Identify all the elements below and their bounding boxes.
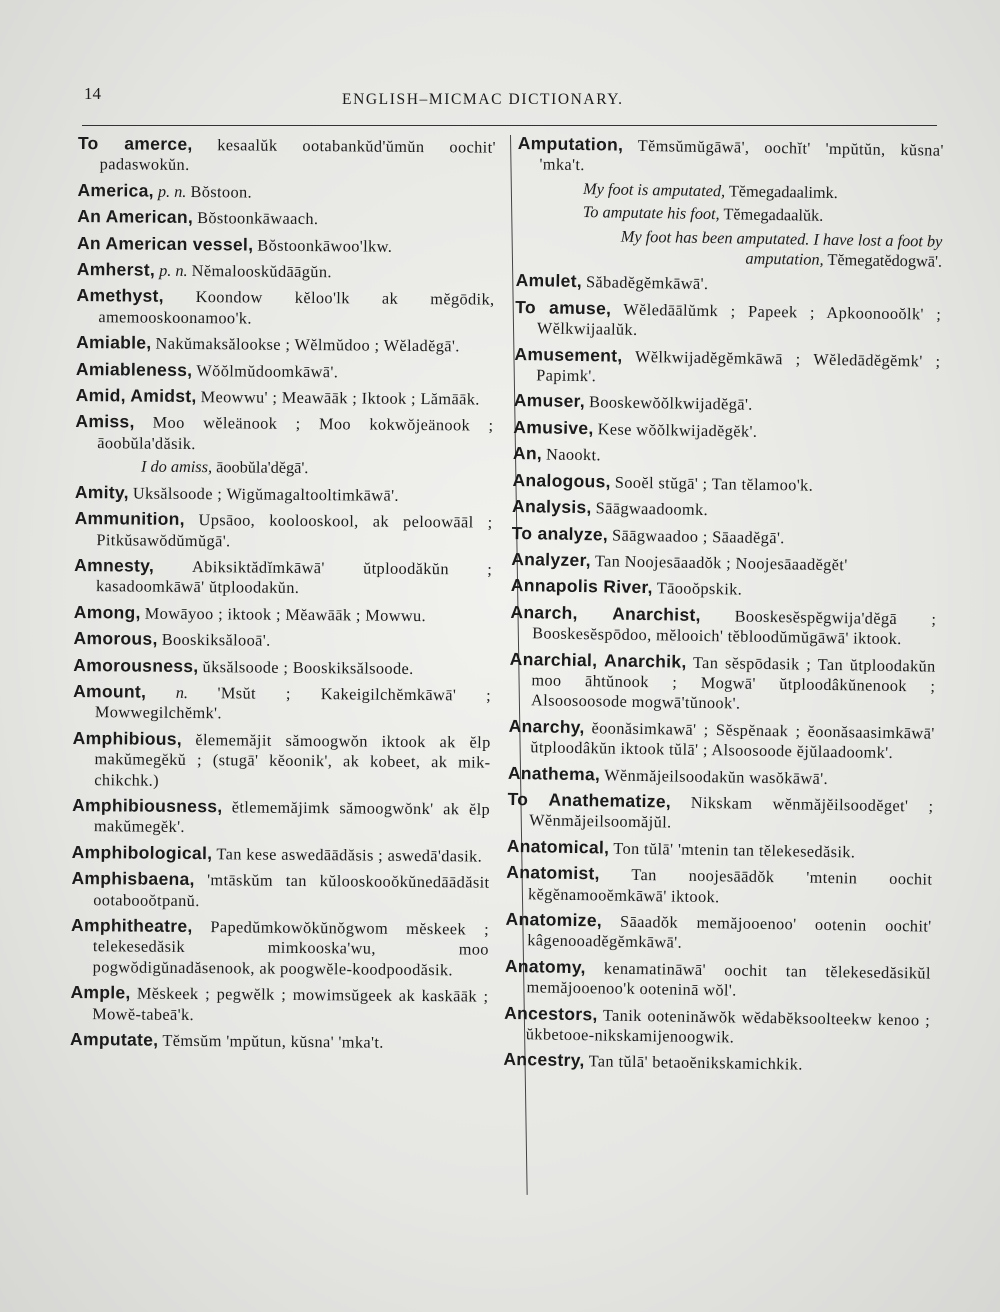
entry-definition: Naookt. [545, 444, 602, 465]
entry-definition: Meowwu' ; Meawāāk ; Iktook ; Lămāāk. [200, 387, 480, 409]
dictionary-entry [515, 297, 942, 345]
entry-definition: Wŏŏlmŭdoomkāwā'. [196, 360, 339, 381]
entry-abbreviation: p. n. [159, 260, 188, 280]
dictionary-entry [514, 390, 940, 418]
entry-definition: Săbadĕgĕmkāwā'. [585, 272, 709, 294]
dictionary-entry [77, 233, 495, 258]
dictionary-entry [511, 549, 937, 577]
entry-headword: Amphisbaena, [71, 868, 195, 890]
right-column [503, 133, 944, 1082]
dictionary-entry [76, 285, 494, 330]
usage-example [517, 178, 943, 205]
entry-headword: Anarchial, Anarchik, [509, 648, 687, 672]
entry-headword: Amusive, [513, 416, 594, 439]
entry-headword: America, [77, 179, 154, 201]
example-english: My foot has been amputated. I have lost a foot by amputation, [620, 226, 943, 269]
entry-definition: Wĕledāālŭmk ; Papeek ; Apkoonooŏlk' ; Wĕlkwijaalŭk. [536, 299, 942, 340]
header-rule [82, 125, 937, 126]
dictionary-entry [507, 836, 933, 864]
entry-headword: Amity, [74, 481, 129, 503]
entry-definition: Tan kese aswedāādăsis ; aswedā'dasik. [216, 844, 483, 866]
dictionary-entry [509, 648, 936, 717]
entry-definition: Tan noojesāādŏk 'mtenin oochit kĕgĕnamooĕmkāwā' iktook. [527, 865, 933, 906]
entry-definition: Tan tŭlā' betaoĕnikskamichkik. [588, 1051, 803, 1075]
dictionary-entry [512, 522, 938, 550]
entry-headword: Analysis, [511, 496, 592, 518]
entry-definition: Moo wĕleänook ; Moo kokwŏjeänook ; āoobŭla'dăsik. [97, 413, 494, 453]
entry-headword: Annapolis River, [510, 575, 653, 598]
entry-headword: Among, [73, 601, 141, 623]
entry-headword: Anarchy, [508, 715, 585, 737]
dictionary-entry [76, 385, 494, 410]
entry-definition: 'mtāskŭm tan kŭlooskooŏkŭnedāādăsit ootabooŏtpanŭ. [93, 870, 490, 910]
entry-definition: Kese wŏŏlkwijadĕgĕk'. [597, 419, 758, 441]
entry-definition: Mĕskeek ; pegwĕlk ; mowimsŭgeek ak kaskāāk ; Mowĕ-tabeā'k. [92, 983, 489, 1024]
entry-definition: Tan Noojesāaadŏk ; Noojesāaadĕgĕt' [594, 551, 848, 575]
entry-headword: Amphitheatre, [71, 914, 193, 937]
dictionary-entry [74, 508, 492, 553]
entry-definition: Booskesĕspĕgwija'dĕgā ; Booskesĕspōdoo, mĕlooich' tĕbloodŭmŭgāwā' iktook. [532, 606, 937, 649]
entry-headword: Anatomical, [506, 835, 610, 858]
entry-headword: Analyzer, [511, 548, 592, 571]
left-column [70, 133, 496, 1059]
entry-definition: Uksălsoode ; Wigŭmagaltooltimkāwā'. [132, 483, 400, 505]
example-english: I do amiss, [141, 456, 213, 477]
entry-headword: Amphibious, [72, 727, 183, 749]
dictionary-entry [510, 602, 937, 650]
entry-definition: kenamatināwā' oochit tan tĕlekesedăsikŭl memăjooenoo'k ooteninā wŏl'. [526, 958, 932, 1000]
entry-headword: Amiable, [76, 332, 152, 353]
entry-headword: An American, [77, 206, 194, 228]
entry-headword: Amusement, [514, 343, 623, 366]
dictionary-entry [512, 496, 938, 524]
entry-headword: Ample, [70, 982, 131, 1003]
entry-definition: Ton tŭlā' 'mtenin tan tĕlekesedăsik. [613, 838, 856, 862]
dictionary-entry [76, 359, 494, 384]
usage-example [516, 225, 943, 272]
entry-headword: Ammunition, [74, 508, 185, 530]
example-english: My foot is amputated, [582, 178, 726, 201]
dictionary-entry [76, 332, 494, 357]
entry-headword: Amphibiousness, [72, 794, 223, 817]
entry-definition: Tanik ooteninăwŏk wĕdabĕksoolteekw kenoo ; ŭkbetooe-nikskamijenoogwik. [525, 1005, 931, 1047]
dictionary-entry [505, 909, 932, 957]
entry-abbreviation: p. n. [157, 181, 187, 201]
dictionary-entry [511, 575, 937, 603]
entry-definition: 'Msŭt ; Kakeigilchĕmkāwā' ; Mowwegilchĕmk'. [94, 683, 492, 723]
dictionary-entry [77, 206, 495, 231]
entry-headword: Anatomist, [506, 862, 600, 884]
dictionary-entry [73, 655, 491, 680]
page-number: 14 [84, 84, 101, 103]
entry-headword: Amorousness, [73, 654, 199, 676]
entry-definition: Nikskam wĕnmăjĕilsoodĕget' ; Wĕnmăjeilsoomăjŭl. [529, 792, 934, 832]
entry-definition: Sāāgwaadoomk. [595, 498, 709, 520]
dictionary-entry [512, 470, 938, 498]
dictionary-entry [74, 602, 492, 627]
entry-definition: ĕtlememăjimk sămoogwŏnk' ak ĕlp makŭmegĕk'. [93, 797, 491, 837]
entry-headword: Amnesty, [74, 554, 155, 576]
example-micmac: Tĕmegadaalimk. [728, 181, 838, 202]
dictionary-entry [70, 1029, 488, 1054]
entry-definition: ĕlememăjit sămoogwŏn iktook ak ĕlp makŭmegĕkŭ ; (stugā' kĕoonik', ak kobeet, ak mik-chikchk.) [94, 729, 491, 790]
dictionary-entry [516, 270, 942, 298]
entry-definition: Booskiksălooā'. [161, 629, 271, 650]
entry-definition: Booskewŏŏlkwijadĕgā'. [588, 392, 753, 415]
usage-example [75, 456, 493, 480]
entry-definition: Nakŭmaksălookse ; Wĕlmŭdoo ; Wĕladĕgā'. [155, 333, 460, 356]
entry-definition: Tan sĕspōdasik ; Tan ŭtploodakŭn moo āhtŭnook ; Mogwā' ŭtploodâkŭnenook ; Alsoosoosode mogwā'tŭnook'. [530, 652, 936, 713]
dictionary-entry [73, 628, 491, 653]
dictionary-entry [72, 728, 491, 794]
entry-definition: Wĕnmăjeilsoodakŭn wasŏkāwā'. [604, 764, 829, 788]
entry-definition: Nĕmalooskŭdāāgŭn. [191, 261, 332, 282]
entry-headword: Amulet, [515, 270, 583, 292]
entry-headword: Amorous, [73, 628, 158, 649]
dictionary-entry [71, 915, 490, 981]
entry-definition: kesaalŭk ootabankŭd'ŭmŭn oochit' padaswokŭn. [99, 135, 496, 175]
entry-definition: Wĕlkwijadĕgĕmkāwā ; Wĕledādĕgĕmk' ; Papimk'. [536, 346, 941, 386]
entry-definition: Sooĕl stŭgā' ; Tan tĕlamoo'k. [614, 472, 814, 495]
dictionary-entry [508, 716, 935, 764]
entry-headword: An American vessel, [76, 232, 254, 255]
entry-abbreviation: n. [175, 682, 189, 702]
entry-headword: Ancestry, [503, 1049, 585, 1071]
usage-example [517, 201, 943, 228]
example-micmac: Tĕmegatĕdogwā'. [827, 249, 943, 271]
entry-definition: Papedŭmkowŏkŭnŏgwom mĕskeek ; telekesedăsik mimkooska'wu, moo pogwŏdigŭnadăsenook, ak poogwĕle-koodpoodăsik. [92, 917, 490, 980]
entry-definition: Mowāyoo ; iktook ; Mĕawāāk ; Mowwu. [144, 603, 427, 625]
entry-headword: To Anathematize, [507, 788, 672, 812]
dictionary-entry [78, 133, 496, 178]
dictionary-entry [514, 344, 941, 392]
entry-definition: Upsāoo, koolooskool, ak peloowāāl ; Pitkŭsawŏdŭmŭgā'. [96, 510, 493, 550]
entry-headword: Amputation, [517, 133, 624, 155]
example-micmac: āoobŭla'dĕgā'. [216, 457, 309, 478]
entry-definition: Abiksiktădĭmkāwā' ŭtploodăkŭn ; kasadoomkāwā' ŭtploodakŭn. [95, 556, 493, 598]
dictionary-entry [72, 842, 490, 867]
dictionary-entry [75, 411, 493, 456]
dictionary-entry [75, 482, 493, 507]
dictionary-entry [513, 417, 939, 445]
dictionary-entry [503, 1049, 929, 1077]
dictionary-entry [517, 133, 944, 181]
running-title: ENGLISH–MICMAC DICTIONARY. [342, 91, 624, 108]
entry-definition: Koondow kĕloo'lk ak mĕgōdik, amemooskoonamoo'k. [98, 287, 495, 328]
dictionary-entry [77, 180, 495, 205]
example-english: To amputate his foot, [582, 202, 720, 224]
entry-headword: Anatomize, [505, 908, 603, 931]
entry-headword: Anarch, Anarchist, [510, 601, 701, 625]
dictionary-entry [71, 868, 489, 913]
dictionary-entry [508, 762, 934, 790]
entry-headword: Amuser, [513, 390, 586, 412]
entry-definition: Bŏstoonkāwoo'lkw. [257, 235, 393, 256]
entry-headword: To analyze, [511, 522, 609, 544]
entry-headword: Amiss, [75, 411, 135, 432]
entry-headword: To amuse, [515, 296, 612, 319]
entry-headword: Anathema, [507, 762, 601, 784]
entry-headword: Amiableness, [75, 358, 193, 380]
entry-definition: ŭksălsoode ; Booskiksălsoode. [202, 656, 414, 678]
entry-definition: Sāaadŏk memăjooenoo' ootenin oochit' kâgenooadĕgĕmkāwā'. [527, 911, 932, 953]
entry-definition: Tĕmsŭm 'mpŭtun, kŭsna' 'mka't. [162, 1030, 384, 1052]
dictionary-entry [507, 789, 934, 837]
entry-definition: Bŏstoon. [190, 181, 253, 202]
entry-headword: Amputate, [70, 1028, 159, 1050]
dictionary-entry [72, 795, 490, 840]
entry-headword: Amherst, [76, 259, 156, 280]
dictionary-entry [74, 555, 492, 600]
entry-definition: Tĕmsŭmŭgāwā', oochĭt' 'mpŭtŭn, kŭsna' 'mka't. [539, 135, 944, 175]
dictionary-entry [73, 681, 491, 726]
entry-definition: Sāāgwaadoo ; Sāaadĕgā'. [611, 525, 785, 547]
dictionary-entry [506, 862, 933, 910]
entry-definition: Tāooŏpskik. [656, 578, 743, 599]
dictionary-entry [504, 956, 931, 1004]
dictionary-entry [513, 443, 939, 471]
entry-headword: Amethyst, [76, 285, 164, 307]
entry-headword: Amphibological, [71, 841, 213, 863]
entry-headword: Analogous, [512, 469, 611, 492]
entry-headword: An, [512, 443, 543, 464]
entry-definition: Bŏstoonkāwaach. [197, 208, 319, 229]
entry-headword: Ancestors, [504, 1002, 598, 1024]
entry-headword: To amerce, [77, 133, 193, 155]
dictionary-entry [504, 1003, 931, 1051]
entry-headword: Anatomy, [504, 955, 586, 977]
entry-headword: Amount, [73, 680, 147, 702]
entry-headword: Amid, Amidst, [75, 385, 197, 407]
dictionary-entry [77, 259, 495, 284]
dictionary-entry [70, 982, 488, 1027]
example-micmac: Tĕmegadaalŭk. [723, 204, 824, 226]
entry-definition: ĕoonăsimkawā' ; Sĕspĕnaak ; ĕoonăsaasimkāwā' ŭtploodâkŭn iktook tŭlā' ; Alsoosoode ĕjŭlaadoomk'. [530, 717, 935, 763]
